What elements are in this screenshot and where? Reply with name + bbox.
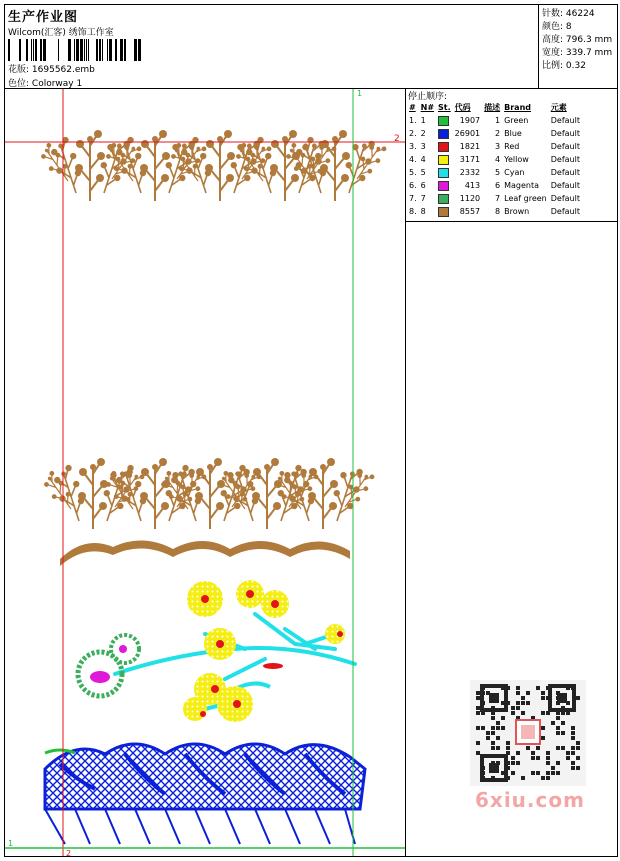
stat-label: 宽度: <box>542 48 564 58</box>
row-number: 8 <box>420 207 426 216</box>
row-brand: Default <box>550 142 580 151</box>
row-description: Red <box>504 142 520 151</box>
row-index: 5. <box>409 168 417 177</box>
row-swatch <box>436 205 453 218</box>
row-number: 2 <box>420 129 426 138</box>
row-stitches: 1907 <box>459 116 481 125</box>
row-brand: Default <box>550 129 580 138</box>
design-file <box>8 62 95 75</box>
row-description: Yellow <box>504 155 529 164</box>
row-brand: Default <box>550 194 580 203</box>
row-swatch <box>436 127 453 140</box>
brown-scallop-border <box>60 540 350 566</box>
color-row <box>407 205 582 218</box>
stop-sequence-panel <box>406 89 617 222</box>
row-stitches: 1120 <box>459 194 481 203</box>
stop-sequence-title: 停止顺序: <box>408 92 448 102</box>
col-code: 代码 <box>454 103 471 112</box>
stat-value: 46224 <box>565 9 595 19</box>
row-code: 5 <box>495 168 501 177</box>
colorway <box>8 76 82 89</box>
color-table <box>407 101 582 218</box>
color-swatch <box>438 142 449 152</box>
stats-panel <box>539 5 617 89</box>
col-stitches: St. <box>438 103 451 112</box>
color-row <box>407 192 582 205</box>
company-name: Wilcom(汇客) 绣饰工作室 <box>8 28 114 38</box>
row-code: 7 <box>495 194 501 203</box>
green-guide-label: 1 <box>357 89 363 98</box>
floral-branch <box>78 580 355 722</box>
stat-label: 比例: <box>542 61 564 71</box>
color-swatch <box>438 168 449 178</box>
corner-red-label: 2 <box>66 849 72 856</box>
row-stitches: 8557 <box>459 207 481 216</box>
color-swatch <box>438 129 449 139</box>
header-panel <box>5 5 539 89</box>
blue-lace-border <box>45 744 365 844</box>
colorway-label: 色位: <box>8 79 30 89</box>
stat-height <box>542 32 612 45</box>
row-swatch <box>436 179 453 192</box>
row-swatch <box>436 166 453 179</box>
row-description: Blue <box>504 129 522 138</box>
row-code: 3 <box>495 142 501 151</box>
row-number: 4 <box>420 155 426 164</box>
stat-value: 8 <box>565 22 572 32</box>
stat-stitches <box>542 6 595 19</box>
col-brand: Brand <box>504 103 531 112</box>
row-description: Brown <box>504 207 530 216</box>
color-swatch <box>438 207 449 217</box>
col-number: N# <box>420 103 435 112</box>
row-stitches: 26901 <box>454 129 481 138</box>
row-code: 4 <box>495 155 501 164</box>
row-stitches: 2332 <box>459 168 481 177</box>
row-stitches: 3171 <box>459 155 481 164</box>
color-swatch <box>438 116 449 126</box>
row-swatch <box>436 114 453 127</box>
row-brand: Default <box>550 116 580 125</box>
row-brand: Default <box>550 155 580 164</box>
row-number: 3 <box>420 142 426 151</box>
row-number: 1 <box>420 116 426 125</box>
color-row <box>407 153 582 166</box>
watermark: 6xiu.com <box>475 788 585 812</box>
color-table-header <box>407 101 582 114</box>
color-swatch <box>438 194 449 204</box>
row-number: 5 <box>420 168 426 177</box>
qr-code <box>470 680 586 786</box>
corner-green-label: 1 <box>8 839 14 848</box>
row-number: 6 <box>420 181 426 190</box>
row-description: Cyan <box>504 168 525 177</box>
design-label: 花版: <box>8 65 30 75</box>
stat-width <box>542 45 612 58</box>
design-preview <box>5 89 406 856</box>
page-title: 生产作业图 <box>8 10 79 25</box>
brown-twig-row-top <box>36 130 389 201</box>
stat-scale <box>542 58 586 71</box>
row-swatch <box>436 192 453 205</box>
row-code: 6 <box>495 181 501 190</box>
brown-twig-row-bottom <box>39 458 377 529</box>
design-value: 1695562.emb <box>31 65 95 75</box>
color-swatch <box>438 181 449 191</box>
stat-label: 颜色: <box>542 22 564 32</box>
row-index: 7. <box>409 194 417 203</box>
row-index: 3. <box>409 142 417 151</box>
red-guide-label: 2 <box>394 134 400 144</box>
row-stitches: 413 <box>464 181 481 190</box>
col-description: 描述 <box>484 103 501 112</box>
row-swatch <box>436 140 453 153</box>
row-index: 6. <box>409 181 417 190</box>
color-row <box>407 127 582 140</box>
stat-value: 0.32 <box>565 61 586 71</box>
stat-value: 796.3 mm <box>565 35 613 45</box>
row-index: 4. <box>409 155 417 164</box>
row-description: Green <box>504 116 529 125</box>
col-index: # <box>409 103 416 112</box>
row-brand: Default <box>550 181 580 190</box>
color-row <box>407 166 582 179</box>
col-element: 元素 <box>550 103 567 112</box>
stat-label: 针数: <box>542 9 564 19</box>
row-index: 1. <box>409 116 417 125</box>
row-number: 7 <box>420 194 426 203</box>
row-brand: Default <box>550 207 580 216</box>
row-code: 1 <box>495 116 501 125</box>
row-index: 8. <box>409 207 417 216</box>
color-row <box>407 179 582 192</box>
colorway-value: Colorway 1 <box>31 79 83 89</box>
stat-colors <box>542 19 572 32</box>
row-code: 8 <box>495 207 501 216</box>
row-brand: Default <box>550 168 580 177</box>
row-index: 2. <box>409 129 417 138</box>
barcode <box>8 39 144 61</box>
row-stitches: 1821 <box>459 142 481 151</box>
row-swatch <box>436 153 453 166</box>
row-description: Magenta <box>504 181 540 190</box>
color-swatch <box>438 155 449 165</box>
color-row <box>407 140 582 153</box>
stat-label: 高度: <box>542 35 564 45</box>
row-code: 2 <box>495 129 501 138</box>
row-description: Leaf green <box>504 194 547 203</box>
stat-value: 339.7 mm <box>565 48 613 58</box>
embroidery-preview <box>5 89 406 856</box>
color-row <box>407 114 582 127</box>
